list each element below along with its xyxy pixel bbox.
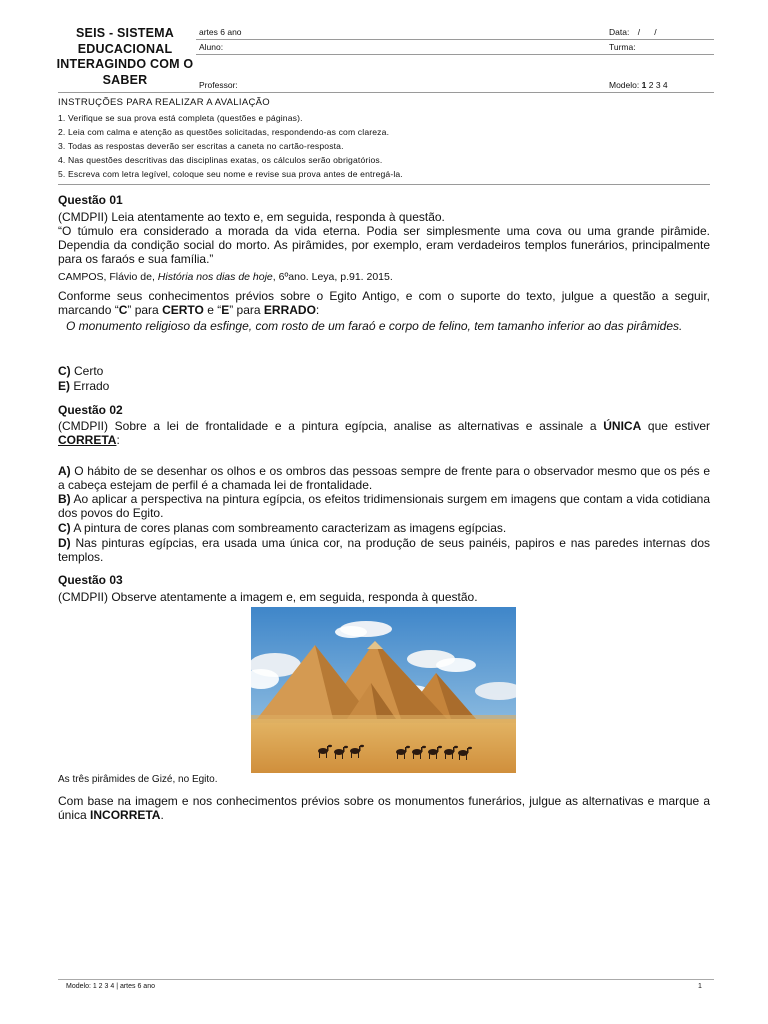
image-caption: As três pirâmides de Gizé, no Egito. (58, 774, 218, 785)
instruction-item: 2. Leia com calma e atenção as questões solicitadas, respondendo-as com clareza. (58, 127, 390, 137)
option-text: Ao aplicar a perspectiva na pintura egípcia, os efeitos tridimensionais surgem em imagens que contam a vida cotidiana dos povos do Egito. (58, 492, 710, 520)
option-text: O hábito de se desenhar os olhos e os ombros das pessoas sempre de frente para o observador mesmo que os pés e a cabeça estejam de perfil é a chamada lei de frontalidade. (58, 464, 710, 492)
option-letter: E) (58, 379, 70, 393)
option-text: Nas pinturas egípcias, era usada uma única cor, na produção de seus painéis, papiros e nas paredes internas dos templos. (58, 536, 710, 564)
intro-unica: ÚNICA (603, 419, 642, 433)
option-letter: C) (58, 364, 71, 378)
date-label: Data: (609, 27, 630, 37)
date-value: / / (637, 27, 657, 37)
intro-correta: CORRETA (58, 433, 117, 447)
option-c[interactable] (58, 521, 710, 535)
model-label: Modelo: (609, 80, 640, 90)
class-label: Turma: (609, 42, 636, 52)
model-options: 2 3 4 (648, 80, 668, 90)
option-letter: B) (58, 492, 71, 506)
school-name (52, 26, 198, 88)
question-1-statement: O monumento religioso da esfinge, com rosto de um faraó e corpo de felino, tem tamanho inferior ao das pirâmides. (66, 319, 683, 333)
question-3-title: Questão 03 (58, 573, 123, 587)
prompt-text: : (315, 303, 320, 317)
student-label: Aluno: (199, 42, 224, 52)
model-selected: 1 (641, 80, 647, 90)
intro-text: (CMDPII) Sobre a lei de frontalidade e a pintura egípcia, analise as alternativas e assinale a (58, 419, 604, 433)
intro-text: que estiver (641, 419, 710, 433)
question-1-citation (58, 270, 710, 284)
question-3-intro: (CMDPII) Observe atentamente a imagem e, em seguida, responda à questão. (58, 590, 478, 604)
instruction-item: 4. Nas questões descritivas das disciplinas exatas, os cálculos serão obrigatórios. (58, 155, 383, 165)
prompt-letter-e: E (221, 303, 230, 317)
option-text: Errado (70, 379, 110, 393)
citation-author: CAMPOS, Flávio de, (58, 271, 158, 283)
citation-details: , 6ºano. Leya, p.91. 2015. (272, 271, 393, 283)
teacher-label: Professor: (199, 80, 238, 90)
instruction-item: 1. Verifique se sua prova está completa (questões e páginas). (58, 113, 303, 123)
option-text: A pintura de cores planas com sombreamento caracterizam as imagens egípcias. (70, 521, 507, 535)
header-divider (196, 39, 714, 40)
pyramids-photo (251, 607, 516, 773)
option-a[interactable] (58, 464, 710, 492)
option-d[interactable] (58, 536, 710, 564)
page-number: 1 (698, 983, 702, 990)
instructions-title: INSTRUÇÕES PARA REALIZAR A AVALIAÇÃO (58, 97, 270, 108)
question-1-quote: “O túmulo era considerado a morada da vida eterna. Podia ser simplesmente uma cova ou uma grande pirâmide. Dependia da condição social do morto. As pirâmides, por exemplo, eram verdadeiros templos funerários, principalmente para os faraós e sua família.” (58, 224, 710, 266)
question-1-intro: (CMDPII) Leia atentamente ao texto e, em seguida, responda à questão. (58, 210, 445, 224)
header-divider (196, 54, 714, 55)
prompt-text: . (160, 808, 164, 822)
question-1-title: Questão 01 (58, 193, 123, 207)
option-text: Certo (70, 364, 104, 378)
model-field (609, 80, 668, 90)
footer-divider (58, 979, 714, 980)
instruction-item: 5. Escreva com letra legível, coloque seu nome e revise sua prova antes de entregá-la. (58, 169, 403, 179)
instructions-divider (58, 184, 710, 185)
question-2-title: Questão 02 (58, 403, 123, 417)
question-1-prompt (58, 289, 710, 317)
school-name-line: EDUCACIONAL (77, 41, 173, 56)
intro-text: : (116, 433, 120, 447)
question-3-prompt (58, 794, 710, 822)
subject-label: artes 6 ano (199, 27, 242, 37)
prompt-text: Conforme seus conhecimentos prévios sobre o Egito Antigo, e com o suporte do texto, julgue a questão a seguir, marcando “ (58, 289, 710, 317)
prompt-text: ” para (127, 303, 163, 317)
date-field (609, 27, 657, 37)
option-letter: D) (58, 536, 71, 550)
school-name-line: INTERAGINDO COM O (56, 57, 194, 71)
prompt-incorreta: INCORRETA (90, 808, 161, 822)
citation-title: História nos dias de hoje (157, 271, 273, 283)
option-b[interactable] (58, 492, 710, 520)
option-letter: C) (58, 521, 71, 535)
prompt-text: e “ (203, 303, 222, 317)
prompt-text: Com base na imagem e nos conhecimentos prévios sobre os monumentos funerários, julgue as alternativas e marque a única (58, 794, 710, 822)
prompt-certo: CERTO (162, 303, 204, 317)
school-name-line: SABER (102, 72, 148, 87)
option-errado[interactable] (58, 379, 710, 393)
question-2-intro (58, 419, 710, 447)
header-divider (58, 92, 714, 93)
prompt-errado: ERRADO (263, 303, 316, 317)
footer-model-info: Modelo: 1 2 3 4 | artes 6 ano (66, 983, 155, 990)
school-name-line: SEIS - SISTEMA (76, 26, 174, 40)
prompt-letter-c: C (118, 303, 128, 317)
prompt-text: ” para (229, 303, 264, 317)
instruction-item: 3. Todas as respostas deverão ser escritas a caneta no cartão-resposta. (58, 141, 344, 151)
option-certo[interactable] (58, 364, 710, 378)
option-letter: A) (58, 464, 71, 478)
